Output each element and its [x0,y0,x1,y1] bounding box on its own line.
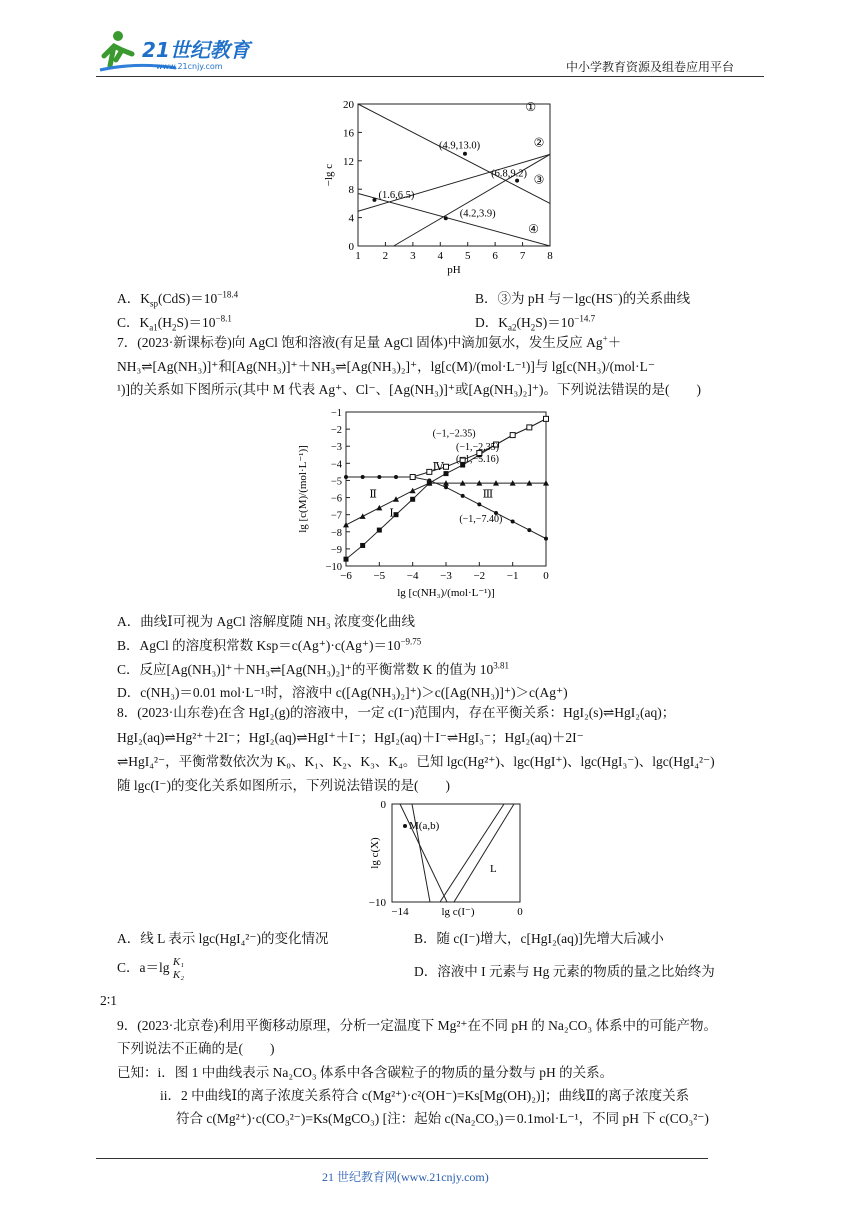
series-label-Ⅳ: Ⅳ [432,461,444,474]
y-tick-label: 16 [343,127,354,140]
x-tick-label: 1 [355,250,361,262]
y-tick-label: −2 [330,425,342,437]
q8-option-d-cont: 2∶1 [100,993,118,1008]
q7-option-a: A．曲线Ⅰ可视为 AgCl 溶解度随 NH₃ 浓度变化曲线 [117,614,416,629]
series-label-Ⅲ: Ⅲ [482,488,494,501]
x-tick-label: 0 [517,906,523,918]
header-divider [96,76,764,77]
q7-option-c: C．反应[Ag(NH₃)]⁺＋NH₃⇌[Ag(NH₃)₂]⁺的平衡常数 K 的值为 $10^{3.81}$ [117,660,509,677]
q6-option-a: A．$K_{sp}(CdS)=10^{-18.4}$ [117,289,239,309]
series-label-3: ③ [533,172,545,187]
data-point [410,497,415,502]
q6-option-c: C．$K_{a1}(H_2S)=10^{-8.1}$ [117,313,232,333]
x-tick-label: 5 [464,250,471,262]
q9-stem-line1: 9．(2023·北京卷)利用平衡移动原理，分析一定温度下 Mg²⁺在不同 pH 的 Na₂CO₃ 体系中的可能产物。 [117,1018,717,1033]
x-axis-label: pH [447,264,461,276]
data-point [360,513,366,519]
q7-chart [292,404,582,604]
data-point [510,433,515,438]
plot-frame [392,804,520,902]
q8-stem-line3: ⇌HgI₄²⁻，平衡常数依次为 K₀、K₁、K₂、K₃、K₄。已知 lgc(Hg²⁺)、lgc(HgI⁺)、lgc(HgI₃⁻)、lgc(HgI₄²⁻) [117,754,715,769]
x-tick-label: 2 [382,250,389,262]
q8-stem-line4: 随 lgc(I⁻)的变化关系如图所示，下列说法错误的是( ) [117,778,450,793]
x-tick-label: 6 [492,250,498,262]
curve-hgi3 [440,804,504,902]
q7-option-b: B．AgCl 的溶度积常数 $Ksp=c(Ag^+)\cdot c(Ag^+)=10^{-9.75}$ [117,636,422,653]
curve-hg2 [400,804,447,902]
q6-chart [320,96,570,280]
fraction-numerator: K₁ [172,956,185,968]
y-tick-label: 0 [380,799,386,811]
data-point [427,478,431,482]
series-line-2 [358,154,550,211]
data-point [444,464,449,469]
point-annotation: (4.2,3.9) [459,208,496,220]
series-label-Ⅰ: Ⅰ [389,507,394,520]
q8-option-d: D．溶液中 I 元素与 Hg 元素的物质的量之比始终为 [414,964,715,979]
point-M [403,824,407,828]
y-tick-label: 8 [348,184,354,197]
data-point [527,425,532,430]
data-point [344,557,349,562]
x-axis-label: lg [c(NH₃)/(mol·L⁻¹)] [397,587,495,599]
series-label-4: ④ [528,222,539,237]
x-tick-label: 4 [437,250,444,262]
data-point [377,475,381,479]
x-tick-label: −14 [391,906,409,918]
q6-option-d: D．$K_{a2}(H_2S)=10^{-14.7}$ [475,313,596,333]
data-point [527,528,531,532]
point-annotation: (−1,−7.40) [459,514,503,526]
curve-hgi [412,804,430,902]
y-tick-label: −5 [330,476,342,488]
series-label-1: ① [525,100,537,115]
x-tick-label: 3 [410,250,416,262]
point-annotation: (1.6,6.5) [378,189,415,201]
point-annotation: (−1,−2.35) [456,442,499,454]
q8-option-a: A．线 L 表示 lgc(HgI₄²⁻)的变化情况 [117,931,329,946]
y-tick-label: 0 [348,241,354,253]
x-tick-label: 8 [547,250,553,262]
y-tick-label: 12 [343,155,354,168]
y-tick-label: −8 [330,527,342,539]
y-tick-label: −4 [330,459,342,471]
y-tick-label: −9 [330,544,342,556]
intersection-point [372,198,376,202]
header-logo [96,26,266,76]
curve-L [454,804,514,902]
point-annotation: (6.8,9.2) [491,168,527,180]
line-L-label: L [490,863,497,875]
logo-text: 21世纪教育 [142,38,250,62]
y-tick-label: −7 [330,510,342,522]
q9-given-line1: 已知：i．图 1 中曲线表示 Na₂CO₃ 体系中各含碳粒子的物质的量分数与 pH 的关系。 [117,1065,614,1080]
header-platform-text: 中小学教育资源及组卷应用平台 [566,60,735,74]
x-tick-label: −5 [373,570,386,582]
data-point [344,475,348,479]
q6-option-b: B．③为 pH 与－lgc(HS−)的关系曲线 [475,289,691,306]
x-tick-label: −1 [506,570,519,582]
point-annotation: (−1,−5.16) [456,454,499,466]
x-axis-label: lg c(I⁻) [441,906,475,918]
q8-option-c: C．a＝lg K₁ K₂ [117,956,185,981]
data-point [410,475,415,480]
y-tick-label: 4 [348,212,354,225]
point-annotation: (4.9,13.0) [438,140,481,152]
data-point [461,494,465,498]
data-point [444,471,449,476]
x-tick-label: 7 [519,250,526,262]
footer-divider [96,1158,708,1159]
data-point [410,488,416,494]
x-tick-label: 0 [543,570,549,582]
intersection-point [463,152,467,156]
point-annotation: (−1,−2.35) [432,428,476,440]
data-point [544,537,548,541]
series-line-1 [358,104,550,203]
y-axis-label: lg [c(M)/(mol·L⁻¹)] [297,445,309,533]
y-tick-label: −10 [325,562,342,573]
footer-text: 21 世纪教育网(www.21cnjy.com) [322,1170,489,1184]
x-tick-label: −2 [473,570,486,582]
logo-url: www.21cnjy.com [156,62,223,71]
q9-given-line3: 符合 c(Mg²⁺)·c(CO₃²⁻)=Ks(MgCO₃) [注：起始 c(Na₂CO₃)＝0.1mol·L⁻¹，不同 pH 下 c(CO₃²⁻) [176,1111,709,1126]
q8-chart [366,796,546,924]
x-tick-label: −6 [340,570,352,582]
intersection-point [444,216,448,220]
y-tick-label: −3 [330,442,342,454]
q8-stem-line1: 8．(2023·山东卷)在含 HgI₂(g)的溶液中，一定 c(I⁻)范围内，存在平衡关系：HgI₂(s)⇌HgI₂(aq)； [117,705,676,720]
y-tick-label: −1 [330,408,342,419]
x-tick-label: −4 [406,570,419,582]
data-point [444,485,448,489]
y-tick-label: −6 [330,493,342,505]
q7-option-d: D．c(NH₃)＝0.01 mol·L⁻¹时，溶液中 c([Ag(NH₃)₂]⁺)＞c([Ag(NH₃)]⁺)＞c(Ag⁺) [117,685,568,700]
y-tick-label: −10 [368,897,386,909]
data-point [394,512,399,517]
q7-stem-line1: 7．(2023·新课标卷)向 AgCl 饱和溶液(有足量 AgCl 固体)中滴加氨水，发生反应 Ag+＋ [117,333,622,350]
point-M-label: M(a,b) [409,820,440,832]
q7-stem-line3: ¹)]的关系如下图所示(其中 M 代表 Ag⁺、Cl⁻、[Ag(NH₃)]⁺或[Ag(NH₃)₂]⁺)。下列说法错误的是( ) [117,382,701,397]
series-label-Ⅱ: Ⅱ [369,488,377,501]
x-tick-label: −3 [440,570,452,582]
data-point [511,520,515,524]
data-point [360,543,365,548]
data-point [377,528,382,533]
q8-stem-line2: HgI₂(aq)⇌Hg²⁺＋2I⁻；HgI₂(aq)⇌HgI⁺＋I⁻；HgI₂(aq)＋I⁻⇌HgI₃⁻；HgI₂(aq)＋2I⁻ [117,730,584,745]
data-point [544,416,549,421]
q7-stem-line2: NH₃⇌[Ag(NH₃)]⁺和[Ag(NH₃)]⁺＋NH₃⇌[Ag(NH₃)₂]⁺，lg[c(M)/(mol·L⁻¹)]与 lg[c(NH₃)/(mol·L⁻ [117,359,655,374]
data-point [343,522,349,528]
data-point [394,475,398,479]
data-point [376,505,382,511]
q8-option-b: B．随 c(I⁻)增大，c[HgI₂(aq)]先增大后减小 [414,931,664,946]
data-point [427,469,432,474]
series-label-2: ② [533,135,545,150]
y-axis-label: lg c(X) [369,837,381,869]
y-tick-label: 20 [343,99,354,111]
q9-given-line2: ii．2 中曲线Ⅰ的离子浓度关系符合 c(Mg²⁺)·c²(OH⁻)=Ks[Mg(OH)₂)]；曲线Ⅱ的离子浓度关系 [160,1088,690,1103]
fraction-denominator: K₂ [172,969,185,981]
y-axis-label: −lg c [323,163,335,187]
data-point [477,502,481,506]
data-point [393,496,399,502]
q9-stem-line2: 下列说法不正确的是( ) [117,1041,275,1056]
series-line-4 [358,193,550,246]
data-point [361,475,365,479]
